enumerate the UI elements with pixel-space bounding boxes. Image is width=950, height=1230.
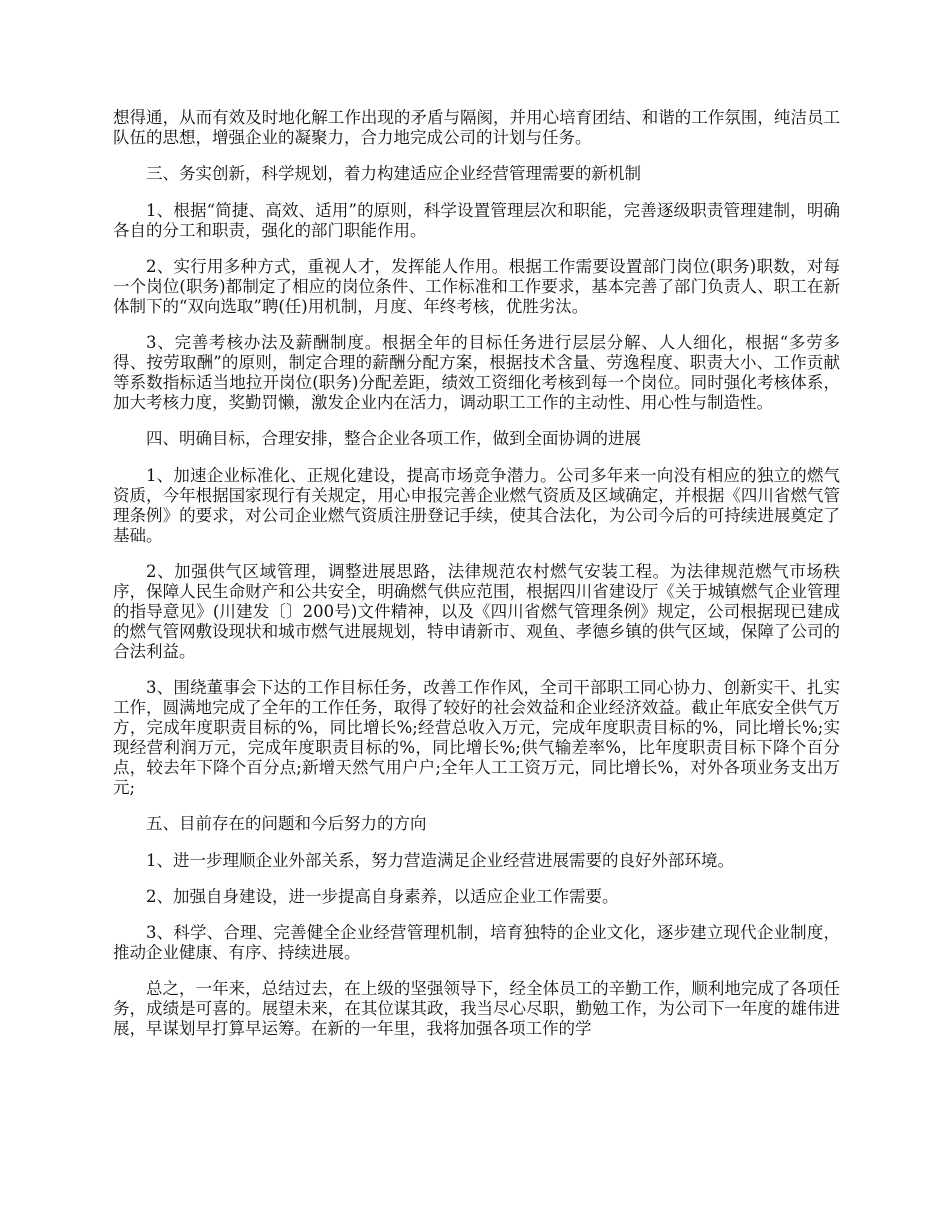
section-heading-5: 五、目前存在的问题和今后努力的方向	[146, 814, 427, 833]
section-heading-4: 四、明确目标，合理安排，整合企业各项工作，做到全面协调的进展	[146, 429, 641, 448]
paragraph: 1、加速企业标准化、正规化建设，提高市场竞争潜力。公司多年来一向没有相应的独立的燃气资质，今年根据国家现行有关规定，用心申报完善企业燃气资质及区域确定，并根据《四川省燃气管理条例》的要求，对公司企业燃气资质注册登记手续，使其合法化，为公司今后的可持续进展奠定了基础。	[113, 466, 840, 545]
paragraph: 3、完善考核办法及薪酬制度。根据全年的目标任务进行层层分解、人人细化，根据“多劳多得、按劳取酬”的原则，制定合理的薪酬分配方案，根据技术含量、劳逸程度、职责大小、工作贡献等系数指标适当地拉开岗位(职务)分配差距，绩效工资细化考核到每一个岗位。同时强化考核体系，加大考核力度，奖勤罚懒，激发企业内在活力，调动职工工作的主动性、用心性与制造性。	[113, 333, 840, 412]
paragraph: 1、进一步理顺企业外部关系，努力营造满足企业经营进展需要的良好外部环境。	[146, 851, 734, 870]
paragraph: 3、围绕董事会下达的工作目标任务，改善工作作风，全司干部职工同心协力、创新实干、扎实工作，圆满地完成了全年的工作任务，取得了较好的社会效益和企业经济效益。截止年底安全供气万方，完成年度职责目标的%，同比增长%;经营总收入万元，完成年度职责目标的%，同比增长%;实现经营利润万元，完成年度职责目标的%，同比增长%;供气输差率%，比年度职责目标下降个百分点，较去年下降个百分点;新增天然气用户户;全年人工工资万元，同比增长%，对外各项业务支出万元;	[113, 678, 840, 797]
paragraph-continuation: 想得通，从而有效及时地化解工作出现的矛盾与隔阂，并用心培育团结、和谐的工作氛围，纯洁员工队伍的思想，增强企业的凝聚力，合力地完成公司的计划与任务。	[113, 108, 840, 147]
paragraph: 3、科学、合理、完善健全企业经营管理机制，培育独特的企业文化，逐步建立现代企业制度，推动企业健康、有序、持续进展。	[113, 923, 840, 962]
paragraph: 2、加强供气区域管理，调整进展思路，法律规范农村燃气安装工程。为法律规范燃气市场秩序，保障人民生命财产和公共安全，明确燃气供应范围，根据四川省建设厅《关于城镇燃气企业管理的指导意见》(川建发〔〕200号)文件精神，以及《四川省燃气管理条例》规定，公司根据现已建成的燃气管网敷设现状和城市燃气进展规划，特申请新市、观鱼、孝德乡镇的供气区域，保障了公司的合法利益。	[113, 562, 840, 661]
paragraph-summary: 总之，一年来，总结过去，在上级的坚强领导下，经全体员工的辛勤工作，顺利地完成了各项任务，成绩是可喜的。展望未来，在其位谋其政，我当尽心尽职，勤勉工作，为公司下一年度的雄伟进展，早谋划早打算早运筹。在新的一年里，我将加强各项工作的学	[113, 979, 840, 1038]
paragraph: 2、实行用多种方式，重视人才，发挥能人作用。根据工作需要设置部门岗位(职务)职数，对每一个岗位(职务)都制定了相应的岗位条件、工作标准和工作要求，基本完善了部门负责人、职工在新体制下的“双向选取”聘(任)用机制，月度、年终考核，优胜劣汰。	[113, 257, 840, 316]
document-body	[113, 108, 840, 1055]
section-heading-3: 三、务实创新，科学规划，着力构建适应企业经营管理需要的新机制	[146, 164, 641, 183]
paragraph: 2、加强自身建设，进一步提高自身素养，以适应企业工作需要。	[146, 887, 619, 906]
paragraph: 1、根据“简捷、高效、适用”的原则，科学设置管理层次和职能，完善逐级职责管理建制，明确各自的分工和职责，强化的部门职能作用。	[113, 201, 840, 240]
